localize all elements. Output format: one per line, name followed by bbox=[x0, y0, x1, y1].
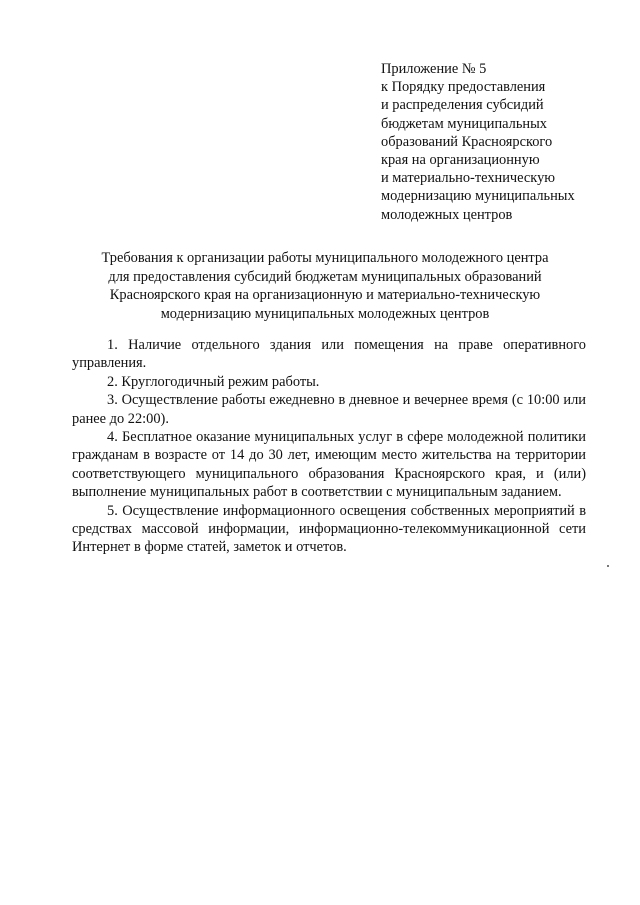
annex-line: молодежных центров bbox=[381, 206, 513, 223]
annex-line: Приложение № 5 bbox=[381, 61, 487, 77]
document-title bbox=[60, 249, 590, 323]
requirement-item-1: 1. Наличие отдельного здания или помещения на праве оперативного управления. bbox=[72, 337, 586, 372]
title-line: для предоставления субсидий бюджетам муниципальных образований bbox=[108, 268, 542, 285]
annex-line: края на организационную bbox=[381, 152, 540, 169]
title-line: Требования к организации работы муниципального молодежного центра bbox=[101, 250, 549, 266]
title-line: модернизацию муниципальных молодежных центров bbox=[160, 305, 490, 322]
scan-speck bbox=[607, 565, 609, 567]
annex-header bbox=[381, 60, 621, 224]
requirement-item-4: 4. Бесплатное оказание муниципальных услуг в сфере молодежной политики гражданам в возрасте от 14 до 30 лет, имеющим место жительства на территории соответствующего муниципального образования Красноярского края, и (или) выполнение муниципальных работ в соответствии с муниципальным заданием. bbox=[72, 429, 586, 501]
requirement-item-5: 5. Осуществление информационного освещения собственных мероприятий в средствах массовой информации, информационно-телекоммуникационной сети Интернет в форме статей, заметок и отчетов. bbox=[72, 502, 586, 556]
annex-line: и распределения субсидий bbox=[381, 97, 544, 114]
requirements-list bbox=[72, 336, 586, 557]
annex-line: к Порядку предоставления bbox=[381, 79, 546, 96]
annex-line: и материально-техническую bbox=[381, 170, 556, 187]
annex-line: образований Красноярского bbox=[381, 133, 553, 150]
requirement-item-2: 2. Круглогодичный режим работы. bbox=[107, 373, 320, 390]
annex-line: модернизацию муниципальных bbox=[381, 188, 575, 205]
requirement-item-3: 3. Осуществление работы ежедневно в дневное и вечернее время (с 10:00 или ранее до 22:00). bbox=[72, 392, 586, 427]
annex-line: бюджетам муниципальных bbox=[381, 115, 547, 132]
title-line: Красноярского края на организационную и материально-техническую bbox=[109, 287, 541, 304]
